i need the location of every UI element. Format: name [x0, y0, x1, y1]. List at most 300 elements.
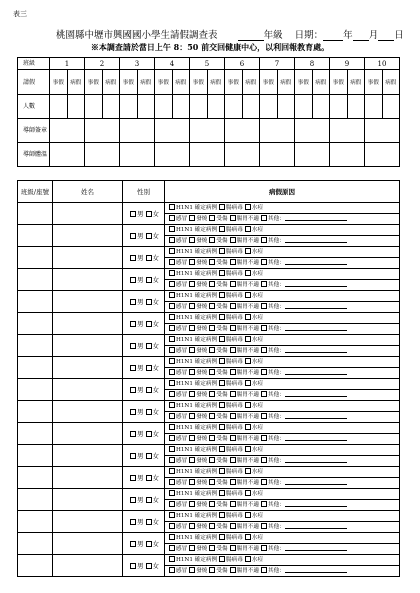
checkbox[interactable] — [130, 409, 136, 415]
checkbox[interactable] — [261, 237, 267, 243]
checkbox[interactable] — [130, 387, 136, 393]
class-seat-cell[interactable] — [18, 225, 53, 247]
checkbox[interactable] — [230, 435, 236, 441]
checkbox[interactable] — [219, 314, 225, 320]
checkbox[interactable] — [245, 402, 251, 408]
checkbox[interactable] — [245, 468, 251, 474]
checkbox[interactable] — [169, 248, 175, 254]
count-cell[interactable] — [330, 95, 348, 119]
mentor-temp-cell[interactable] — [155, 143, 190, 167]
checkbox[interactable] — [146, 299, 152, 305]
checkbox-label: H1N1 確定病例 — [176, 337, 218, 343]
checkbox[interactable] — [261, 259, 267, 265]
student-name-cell[interactable] — [53, 247, 123, 269]
mentor-sign-label: 導師簽章 — [18, 119, 50, 143]
checkbox[interactable] — [219, 402, 225, 408]
class-seat-cell[interactable] — [18, 379, 53, 401]
checkbox-label: 感冒 — [176, 524, 188, 530]
checkbox[interactable] — [261, 347, 267, 353]
checkbox-label: 水痘 — [251, 359, 264, 365]
count-cell[interactable] — [137, 95, 155, 119]
checkbox[interactable] — [146, 211, 152, 217]
checkbox[interactable] — [209, 237, 215, 243]
checkbox-label: 其他： — [268, 326, 285, 332]
checkbox[interactable] — [219, 446, 225, 452]
checkbox-label: H1N1 確定病例 — [176, 403, 218, 409]
checkbox[interactable] — [169, 215, 175, 221]
checkbox[interactable] — [230, 501, 236, 507]
checkbox[interactable] — [245, 248, 251, 254]
checkbox[interactable] — [189, 369, 195, 375]
checkbox-label: 腸胃不適 — [236, 480, 259, 486]
count-cell[interactable] — [277, 95, 295, 119]
checkbox-label: 感冒 — [176, 436, 188, 442]
mentor-temp-cell[interactable] — [365, 143, 400, 167]
mentor-temp-cell[interactable] — [330, 143, 365, 167]
checkbox-label: 腸胃不適 — [236, 348, 259, 354]
mentor-temp-cell[interactable] — [225, 143, 260, 167]
count-cell[interactable] — [242, 95, 260, 119]
checkbox[interactable] — [169, 204, 175, 210]
reason-line-1 — [165, 357, 399, 367]
checkbox[interactable] — [209, 435, 215, 441]
checkbox[interactable] — [219, 380, 225, 386]
checkbox-label: 發燒 — [196, 348, 208, 354]
other-reason-blank[interactable] — [285, 412, 347, 419]
checkbox[interactable] — [230, 215, 236, 221]
checkbox[interactable] — [230, 457, 236, 463]
mentor-temp-cell[interactable] — [120, 143, 155, 167]
checkbox[interactable] — [189, 237, 195, 243]
checkbox[interactable] — [245, 534, 251, 540]
checkbox[interactable] — [189, 347, 195, 353]
month-blank[interactable] — [353, 31, 369, 41]
checkbox[interactable] — [209, 303, 215, 309]
checkbox[interactable] — [219, 226, 225, 232]
mentor-sign-cell[interactable] — [260, 119, 295, 143]
checkbox[interactable] — [169, 446, 175, 452]
mentor-sign-cell[interactable] — [120, 119, 155, 143]
checkbox-label: 發燒 — [196, 436, 208, 442]
student-name-cell[interactable] — [53, 225, 123, 247]
checkbox[interactable] — [245, 204, 251, 210]
student-name-cell[interactable] — [53, 379, 123, 401]
checkbox[interactable] — [261, 391, 267, 397]
checkbox[interactable] — [146, 453, 152, 459]
student-name-cell[interactable] — [53, 467, 123, 489]
checkbox[interactable] — [261, 303, 267, 309]
checkbox[interactable] — [261, 413, 267, 419]
reason-line-1 — [165, 533, 399, 543]
checkbox[interactable] — [169, 457, 175, 463]
year-blank[interactable] — [323, 31, 343, 41]
checkbox[interactable] — [219, 512, 225, 518]
student-name-cell[interactable] — [53, 269, 123, 291]
checkbox[interactable] — [230, 281, 236, 287]
student-name-cell[interactable] — [53, 423, 123, 445]
checkbox[interactable] — [230, 567, 236, 573]
class-seat-cell[interactable] — [18, 357, 53, 379]
checkbox[interactable] — [169, 479, 175, 485]
other-reason-blank[interactable] — [285, 434, 347, 441]
checkbox[interactable] — [209, 523, 215, 529]
checkbox[interactable] — [245, 270, 251, 276]
mentor-sign-cell[interactable] — [365, 119, 400, 143]
checkbox[interactable] — [189, 413, 195, 419]
checkbox-label: 男 — [137, 320, 144, 328]
count-cell[interactable] — [85, 95, 103, 119]
other-reason-blank[interactable] — [285, 368, 347, 375]
other-reason-blank[interactable] — [285, 522, 347, 529]
count-cell[interactable] — [50, 95, 68, 119]
count-cell[interactable] — [260, 95, 278, 119]
checkbox[interactable] — [245, 380, 251, 386]
checkbox-label: 腸病毒 — [226, 381, 243, 387]
checkbox[interactable] — [146, 563, 152, 569]
count-cell[interactable] — [155, 95, 173, 119]
class-seat-cell[interactable] — [18, 533, 53, 555]
checkbox[interactable] — [209, 325, 215, 331]
reason-line-2 — [165, 367, 399, 378]
checkbox[interactable] — [261, 523, 267, 529]
checkbox[interactable] — [230, 523, 236, 529]
checkbox[interactable] — [245, 556, 251, 562]
other-reason-blank[interactable] — [285, 346, 347, 353]
checkbox[interactable] — [130, 299, 136, 305]
leave-type-header: 病假 — [207, 70, 225, 95]
checkbox[interactable] — [169, 237, 175, 243]
checkbox[interactable] — [130, 541, 136, 547]
class-seat-cell[interactable] — [18, 203, 53, 225]
class-seat-cell[interactable] — [18, 247, 53, 269]
checkbox[interactable] — [219, 270, 225, 276]
class-seat-cell[interactable] — [18, 291, 53, 313]
other-reason-blank[interactable] — [285, 500, 347, 507]
checkbox[interactable] — [219, 248, 225, 254]
checkbox[interactable] — [230, 303, 236, 309]
checkbox[interactable] — [189, 567, 195, 573]
mentor-sign-cell[interactable] — [190, 119, 225, 143]
checkbox[interactable] — [169, 347, 175, 353]
checkbox[interactable] — [230, 413, 236, 419]
mentor-sign-cell[interactable] — [155, 119, 190, 143]
checkbox[interactable] — [169, 369, 175, 375]
student-name-cell[interactable] — [53, 555, 123, 577]
checkbox[interactable] — [189, 501, 195, 507]
checkbox[interactable] — [189, 479, 195, 485]
checkbox[interactable] — [146, 321, 152, 327]
checkbox[interactable] — [169, 292, 175, 298]
sex-cell — [123, 511, 165, 533]
checkbox[interactable] — [209, 545, 215, 551]
mentor-temp-cell[interactable] — [85, 143, 120, 167]
checkbox[interactable] — [245, 336, 251, 342]
other-reason-blank[interactable] — [285, 324, 347, 331]
checkbox-label: 其他： — [268, 392, 285, 398]
other-reason-blank[interactable] — [285, 214, 347, 221]
checkbox[interactable] — [146, 431, 152, 437]
mentor-temp-cell[interactable] — [50, 143, 85, 167]
class-seat-cell[interactable] — [18, 401, 53, 423]
reason-line-1 — [165, 401, 399, 411]
sex-cell — [123, 401, 165, 423]
checkbox[interactable] — [130, 519, 136, 525]
checkbox[interactable] — [219, 490, 225, 496]
checkbox[interactable] — [245, 424, 251, 430]
count-cell[interactable] — [365, 95, 383, 119]
checkbox[interactable] — [169, 567, 175, 573]
checkbox[interactable] — [261, 567, 267, 573]
checkbox[interactable] — [130, 255, 136, 261]
count-cell[interactable] — [190, 95, 208, 119]
other-reason-blank[interactable] — [285, 280, 347, 287]
checkbox[interactable] — [169, 336, 175, 342]
checkbox[interactable] — [146, 541, 152, 547]
checkbox[interactable] — [230, 259, 236, 265]
checkbox[interactable] — [230, 237, 236, 243]
checkbox[interactable] — [146, 519, 152, 525]
checkbox[interactable] — [209, 567, 215, 573]
checkbox-label: H1N1 確定病例 — [176, 249, 218, 255]
checkbox[interactable] — [219, 358, 225, 364]
checkbox[interactable] — [245, 226, 251, 232]
class-seat-cell[interactable] — [18, 313, 53, 335]
checkbox[interactable] — [146, 343, 152, 349]
checkbox[interactable] — [209, 281, 215, 287]
checkbox[interactable] — [209, 391, 215, 397]
checkbox-label: 男 — [137, 452, 144, 460]
mentor-sign-cell[interactable] — [330, 119, 365, 143]
checkbox[interactable] — [130, 211, 136, 217]
checkbox[interactable] — [169, 358, 175, 364]
checkbox[interactable] — [261, 369, 267, 375]
checkbox[interactable] — [169, 259, 175, 265]
other-reason-blank[interactable] — [285, 302, 347, 309]
checkbox[interactable] — [209, 413, 215, 419]
student-name-cell[interactable] — [53, 533, 123, 555]
mentor-sign-cell[interactable] — [225, 119, 260, 143]
reason-line-2 — [165, 477, 399, 488]
checkbox[interactable] — [130, 233, 136, 239]
count-cell[interactable] — [120, 95, 138, 119]
checkbox[interactable] — [230, 545, 236, 551]
checkbox[interactable] — [130, 453, 136, 459]
checkbox[interactable] — [169, 314, 175, 320]
count-cell[interactable] — [102, 95, 120, 119]
checkbox-label: 其他： — [268, 238, 285, 244]
checkbox[interactable] — [146, 387, 152, 393]
checkbox[interactable] — [189, 435, 195, 441]
checkbox[interactable] — [169, 490, 175, 496]
checkbox[interactable] — [169, 380, 175, 386]
class-number-1: 1 — [50, 58, 85, 70]
checkbox[interactable] — [245, 314, 251, 320]
checkbox[interactable] — [189, 523, 195, 529]
checkbox[interactable] — [261, 435, 267, 441]
checkbox[interactable] — [146, 277, 152, 283]
checkbox[interactable] — [261, 325, 267, 331]
checkbox-label: 女 — [152, 320, 159, 328]
checkbox[interactable] — [169, 281, 175, 287]
class-seat-cell[interactable] — [18, 511, 53, 533]
student-name-cell[interactable] — [53, 291, 123, 313]
checkbox[interactable] — [219, 292, 225, 298]
count-cell[interactable] — [225, 95, 243, 119]
checkbox[interactable] — [130, 431, 136, 437]
checkbox[interactable] — [130, 277, 136, 283]
other-reason-blank[interactable] — [285, 544, 347, 551]
class-seat-cell[interactable] — [18, 269, 53, 291]
checkbox[interactable] — [169, 545, 175, 551]
checkbox[interactable] — [209, 259, 215, 265]
checkbox[interactable] — [209, 501, 215, 507]
count-cell[interactable] — [67, 95, 85, 119]
student-row — [18, 401, 400, 423]
student-row — [18, 335, 400, 357]
checkbox[interactable] — [146, 255, 152, 261]
checkbox[interactable] — [189, 391, 195, 397]
checkbox-label: 男 — [137, 474, 144, 482]
checkbox[interactable] — [189, 259, 195, 265]
checkbox[interactable] — [219, 556, 225, 562]
checkbox[interactable] — [230, 391, 236, 397]
student-name-cell[interactable] — [53, 357, 123, 379]
other-reason-blank[interactable] — [285, 566, 347, 573]
checkbox[interactable] — [189, 215, 195, 221]
student-name-cell[interactable] — [53, 445, 123, 467]
checkbox[interactable] — [245, 292, 251, 298]
checkbox[interactable] — [209, 479, 215, 485]
checkbox-label: 其他： — [268, 282, 285, 288]
checkbox[interactable] — [261, 545, 267, 551]
checkbox[interactable] — [169, 424, 175, 430]
checkbox[interactable] — [130, 475, 136, 481]
class-seat-cell[interactable] — [18, 467, 53, 489]
checkbox[interactable] — [169, 226, 175, 232]
checkbox[interactable] — [261, 501, 267, 507]
student-name-cell[interactable] — [53, 313, 123, 335]
checkbox[interactable] — [189, 281, 195, 287]
checkbox[interactable] — [230, 325, 236, 331]
checkbox[interactable] — [169, 402, 175, 408]
checkbox[interactable] — [209, 457, 215, 463]
other-reason-blank[interactable] — [285, 236, 347, 243]
student-name-cell[interactable] — [53, 335, 123, 357]
checkbox-label: 腸病毒 — [226, 469, 243, 475]
checkbox[interactable] — [146, 475, 152, 481]
checkbox[interactable] — [261, 457, 267, 463]
mentor-sign-cell[interactable] — [295, 119, 330, 143]
count-cell[interactable] — [382, 95, 400, 119]
other-reason-blank[interactable] — [285, 478, 347, 485]
checkbox[interactable] — [130, 497, 136, 503]
checkbox[interactable] — [169, 325, 175, 331]
checkbox[interactable] — [169, 523, 175, 529]
checkbox[interactable] — [169, 413, 175, 419]
checkbox[interactable] — [189, 457, 195, 463]
checkbox[interactable] — [169, 391, 175, 397]
checkbox[interactable] — [219, 204, 225, 210]
mentor-temp-cell[interactable] — [260, 143, 295, 167]
student-name-cell[interactable] — [53, 203, 123, 225]
checkbox[interactable] — [245, 358, 251, 364]
checkbox[interactable] — [209, 369, 215, 375]
class-seat-cell[interactable] — [18, 555, 53, 577]
checkbox[interactable] — [169, 534, 175, 540]
student-row — [18, 379, 400, 401]
checkbox[interactable] — [219, 336, 225, 342]
student-name-cell[interactable] — [53, 511, 123, 533]
other-reason-blank[interactable] — [285, 456, 347, 463]
checkbox[interactable] — [219, 534, 225, 540]
checkbox[interactable] — [169, 468, 175, 474]
student-row — [18, 203, 400, 225]
checkbox[interactable] — [230, 347, 236, 353]
count-cell[interactable] — [347, 95, 365, 119]
checkbox[interactable] — [209, 347, 215, 353]
other-reason-blank[interactable] — [285, 390, 347, 397]
grade-blank[interactable] — [238, 31, 264, 41]
checkbox[interactable] — [245, 446, 251, 452]
checkbox[interactable] — [169, 512, 175, 518]
checkbox[interactable] — [130, 343, 136, 349]
class-seat-cell[interactable] — [18, 423, 53, 445]
count-cell[interactable] — [295, 95, 313, 119]
checkbox[interactable] — [130, 563, 136, 569]
checkbox[interactable] — [169, 501, 175, 507]
checkbox[interactable] — [261, 281, 267, 287]
checkbox[interactable] — [230, 479, 236, 485]
mentor-sign-cell[interactable] — [50, 119, 85, 143]
class-seat-cell[interactable] — [18, 489, 53, 511]
checkbox[interactable] — [130, 321, 136, 327]
student-name-cell[interactable] — [53, 489, 123, 511]
checkbox[interactable] — [169, 556, 175, 562]
checkbox[interactable] — [245, 512, 251, 518]
checkbox[interactable] — [209, 215, 215, 221]
checkbox[interactable] — [219, 424, 225, 430]
leave-type-header: 病假 — [382, 70, 400, 95]
checkbox[interactable] — [169, 270, 175, 276]
count-cell[interactable] — [312, 95, 330, 119]
count-cell[interactable] — [207, 95, 225, 119]
checkbox[interactable] — [146, 365, 152, 371]
checkbox[interactable] — [169, 435, 175, 441]
checkbox[interactable] — [130, 365, 136, 371]
checkbox[interactable] — [189, 545, 195, 551]
mentor-sign-cell[interactable] — [85, 119, 120, 143]
checkbox[interactable] — [261, 479, 267, 485]
checkbox[interactable] — [261, 215, 267, 221]
other-reason-blank[interactable] — [285, 258, 347, 265]
checkbox[interactable] — [219, 468, 225, 474]
checkbox[interactable] — [230, 369, 236, 375]
checkbox[interactable] — [146, 497, 152, 503]
class-seat-cell[interactable] — [18, 445, 53, 467]
checkbox[interactable] — [245, 490, 251, 496]
checkbox[interactable] — [146, 409, 152, 415]
count-cell[interactable] — [172, 95, 190, 119]
mentor-temp-cell[interactable] — [190, 143, 225, 167]
checkbox[interactable] — [189, 303, 195, 309]
day-blank[interactable] — [378, 31, 394, 41]
checkbox[interactable] — [169, 303, 175, 309]
mentor-temp-cell[interactable] — [295, 143, 330, 167]
checkbox[interactable] — [146, 233, 152, 239]
class-seat-cell[interactable] — [18, 335, 53, 357]
student-name-cell[interactable] — [53, 401, 123, 423]
checkbox[interactable] — [189, 325, 195, 331]
